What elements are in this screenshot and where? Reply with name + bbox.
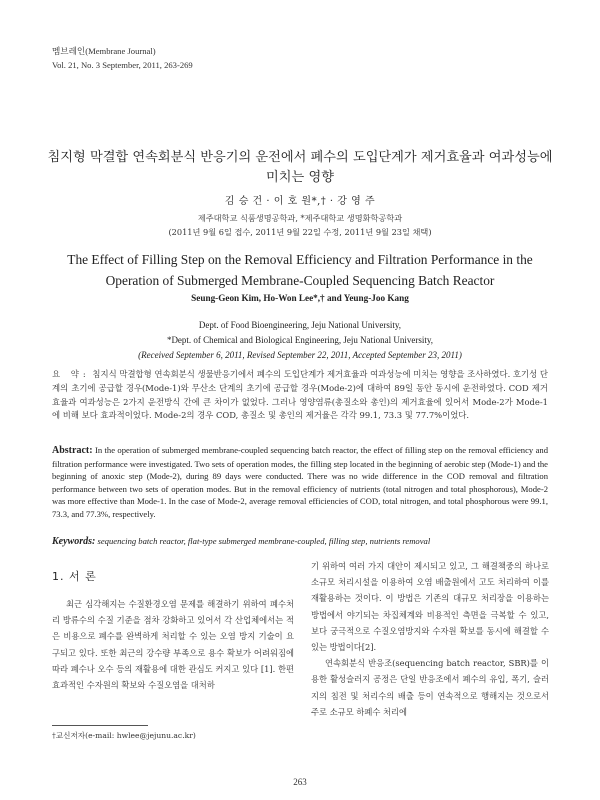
body-right-column xyxy=(311,558,549,720)
korean-title-line1: 침지형 막결합 연속회분식 반응기의 운전에서 폐수의 도입단계가 제거효율과 여과성능에 xyxy=(47,150,553,165)
english-title-line1: The Effect of Filling Step on the Removal Efficiency and Filtration Performance in the xyxy=(67,252,533,267)
english-title xyxy=(40,249,560,291)
section-heading: 1. 서 론 xyxy=(52,570,97,583)
english-abstract-text: In the operation of submerged membrane-coupled sequencing batch reactor, the effect of filling step on the removal efficiency and filtration performance were investigated. Two sets of operation modes, the filling step located in the beginning of aerobic step (Mode-1) and the beginning of anoxic step (Mode-2), during 89 days were conducted. There was no wide difference in the COD removal and filtration performance between two sets of operation modes. But in the removal efficiency of nutrients (total nitrogen and total phosphorous), Mode-2 was more effective than Mode-1. In the case of Mode-2, average removal efficiencies of COD, total nitrogen, and total phosphorous were 99.1, 73.3, and 77.3%, respectively. xyxy=(52,445,548,519)
korean-abstract xyxy=(52,368,548,423)
english-dates: (Received September 6, 2011, Revised September 22, 2011, Accepted September 23, 2011) xyxy=(138,350,462,360)
keywords-label: Keywords: xyxy=(52,536,96,547)
journal-issue: Vol. 21, No. 3 September, 2011, 263-269 xyxy=(52,60,193,70)
body-left-column: 최근 심각해지는 수질환경오염 문제를 해결하기 위하여 폐수처리 방류수의 수질 기준을 점차 강화하고 있어서 각 산업체에서는 적은 비용으로 폐수를 완벽하게 처리할 수 있는 오염 방지 기술이 요구되고 있다. 또한 최근의 강수량 부족으로 용수 확보가 어려워짐에 따라 폐수나 오수 등의 재활용에 대한 관심도 커지고 있다 [1]. 한편 효과적인 수자원의 확보와 수질오염을 대처하 xyxy=(52,599,294,691)
body-paragraph: 기 위하여 여러 가지 대안이 제시되고 있고, 그 해결책중의 하나로 소규모 처리시설을 이용하여 오염 배출원에서 고도 처리하여 이를 재활용하는 것이다. 이 방법은 기존의 대규모 처리장을 이용하는 방법에서 야기되는 차집체계와 비용적인 측면을 극복할 수 있고, 보다 궁극적으로 수질오염방지와 수자원 확보를 동시에 해결할 수 있는 방법이다[2]. xyxy=(311,561,549,653)
korean-dates: (2011년 9월 6일 접수, 2011년 9월 22일 수정, 2011년 9월 23일 채택) xyxy=(168,227,432,237)
english-authors: Seung-Geon Kim, Ho-Won Lee*,† and Yeung-Joo Kang xyxy=(191,293,409,303)
korean-affiliations xyxy=(0,211,600,239)
english-affil-line2: *Dept. of Chemical and Biological Engineering, Jeju National University, xyxy=(166,335,434,345)
english-abstract-label: Abstract: xyxy=(52,445,93,456)
footnote: †교신저자(e-mail: hwlee@jejunu.ac.kr) xyxy=(52,731,196,740)
journal-header xyxy=(52,44,193,72)
page-number: 263 xyxy=(293,777,307,787)
korean-title xyxy=(40,148,560,188)
korean-title-line2: 미치는 영향 xyxy=(266,170,334,185)
korean-abstract-label: 요 약: xyxy=(52,369,90,379)
journal-name: 멤브레인(Membrane Journal) xyxy=(52,46,156,56)
korean-affil-line1: 제주대학교 식품생명공학과, *제주대학교 생명화학공학과 xyxy=(197,213,403,223)
keywords xyxy=(52,536,548,547)
korean-authors: 김 승 건 · 이 호 원*,† · 강 영 주 xyxy=(224,196,376,207)
english-affiliations xyxy=(0,318,600,363)
body-paragraph: 연속회분식 반응조(sequencing batch reactor, SBR)를 이용한 활성슬러지 공정은 단일 반응조에서 폐수의 유입, 폭기, 슬러지의 침전 및 처리수의 배출 등이 연속적으로 행해지는 것으로서 주로 소규모 하폐수 처리에 xyxy=(311,658,549,717)
keywords-text: sequencing batch reactor, flat-type submerged membrane-coupled, filling step, nutrients removal xyxy=(97,536,431,546)
english-affil-line1: Dept. of Food Bioengineering, Jeju National University, xyxy=(198,320,402,330)
korean-abstract-text: 침지식 막결합형 연속회분식 생물반응기에서 폐수의 도입단계가 제거효율과 여과성능에 미치는 영향을 조사하였다. 호기성 단계의 초기에 공급할 경우(Mode-1)와 무산소 단계의 초기에 공급할 경우(Mode-2)에 대하여 89일 동안 동시에 운전하였다. COD 제거효율과 여과성능은 2가지 운전방식 간에 큰 차이가 없었다. 그러나 영양염류(총질소와 총인)의 제거효율에 있어서 Mode-2가 Mode-1에 비해 보다 효과적이었다. Mode-2의 경우 COD, 총질소 및 총인의 제거율은 각각 99.1, 73.3 및 77.7%이었다. xyxy=(52,369,548,421)
english-abstract xyxy=(52,444,548,521)
footnote-divider xyxy=(52,725,148,726)
english-title-line2: Operation of Submerged Membrane-Coupled Sequencing Batch Reactor xyxy=(105,273,495,288)
